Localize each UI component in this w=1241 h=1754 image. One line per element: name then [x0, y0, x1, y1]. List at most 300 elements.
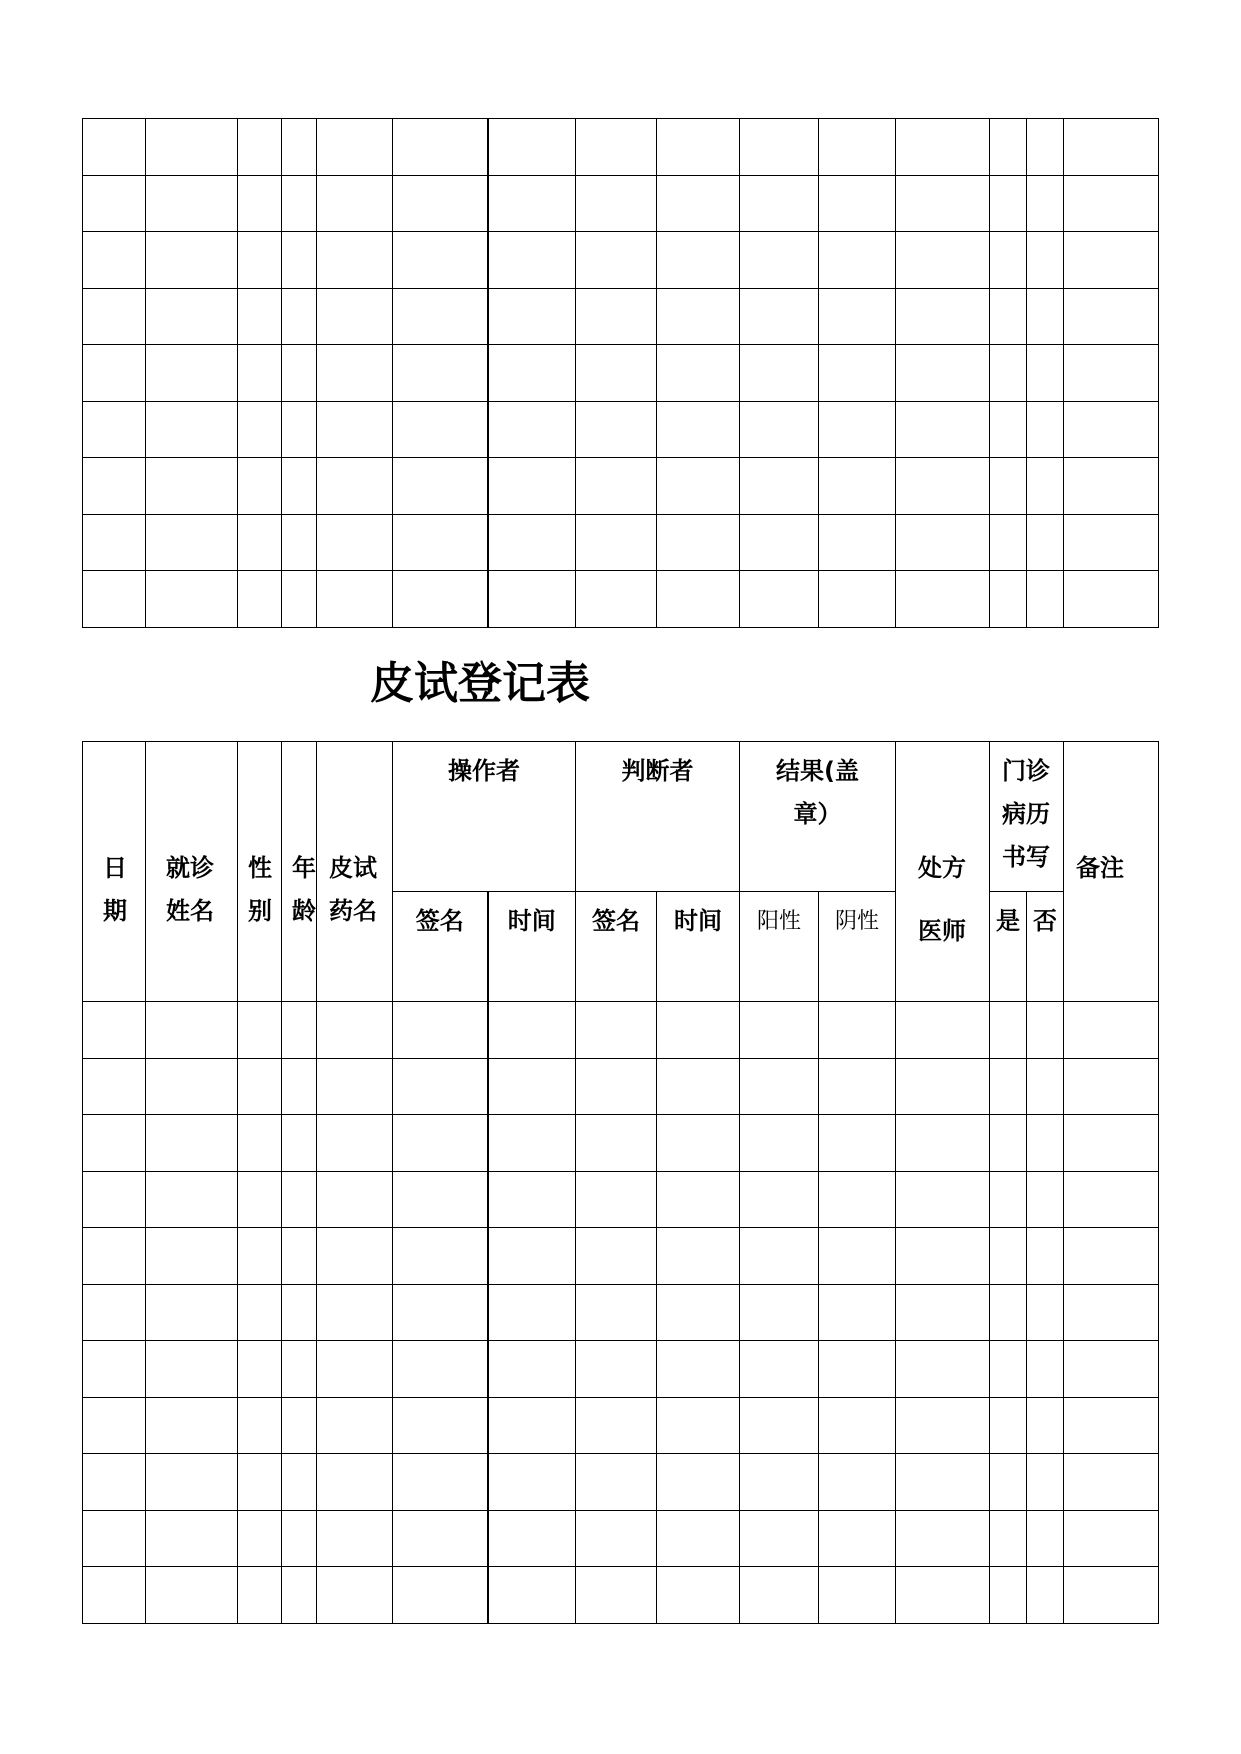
- blank-cell[interactable]: [282, 345, 317, 402]
- blank-cell[interactable]: [83, 1002, 146, 1059]
- blank-cell[interactable]: [1027, 1228, 1064, 1285]
- blank-cell[interactable]: [896, 1510, 990, 1567]
- blank-cell[interactable]: [83, 571, 146, 628]
- blank-cell[interactable]: [83, 1171, 146, 1228]
- blank-cell[interactable]: [393, 1454, 488, 1511]
- blank-cell[interactable]: [1027, 1002, 1064, 1059]
- blank-cell[interactable]: [740, 1002, 819, 1059]
- blank-cell[interactable]: [657, 232, 740, 289]
- blank-cell[interactable]: [282, 1510, 317, 1567]
- blank-cell[interactable]: [740, 1228, 819, 1285]
- blank-cell[interactable]: [819, 458, 896, 515]
- blank-cell[interactable]: [488, 458, 576, 515]
- blank-cell[interactable]: [1064, 345, 1159, 402]
- blank-cell[interactable]: [317, 1284, 393, 1341]
- blank-cell[interactable]: [83, 1115, 146, 1172]
- blank-cell[interactable]: [1027, 1341, 1064, 1398]
- blank-cell[interactable]: [393, 514, 488, 571]
- blank-cell[interactable]: [657, 1454, 740, 1511]
- blank-cell[interactable]: [83, 1284, 146, 1341]
- blank-cell[interactable]: [1027, 1115, 1064, 1172]
- blank-cell[interactable]: [990, 571, 1027, 628]
- blank-cell[interactable]: [819, 514, 896, 571]
- blank-cell[interactable]: [282, 1228, 317, 1285]
- blank-cell[interactable]: [488, 1228, 576, 1285]
- blank-cell[interactable]: [740, 1454, 819, 1511]
- blank-cell[interactable]: [393, 1341, 488, 1398]
- blank-cell[interactable]: [488, 1171, 576, 1228]
- blank-cell[interactable]: [657, 175, 740, 232]
- blank-cell[interactable]: [146, 345, 238, 402]
- blank-cell[interactable]: [238, 232, 282, 289]
- blank-cell[interactable]: [819, 571, 896, 628]
- blank-cell[interactable]: [896, 232, 990, 289]
- blank-cell[interactable]: [83, 1454, 146, 1511]
- blank-cell[interactable]: [990, 1228, 1027, 1285]
- blank-cell[interactable]: [317, 1454, 393, 1511]
- blank-cell[interactable]: [238, 1454, 282, 1511]
- blank-cell[interactable]: [576, 1454, 657, 1511]
- blank-cell[interactable]: [238, 1058, 282, 1115]
- blank-cell[interactable]: [740, 1115, 819, 1172]
- blank-cell[interactable]: [146, 1228, 238, 1285]
- blank-cell[interactable]: [819, 345, 896, 402]
- blank-cell[interactable]: [238, 1228, 282, 1285]
- blank-cell[interactable]: [576, 514, 657, 571]
- blank-cell[interactable]: [282, 1171, 317, 1228]
- blank-cell[interactable]: [819, 1341, 896, 1398]
- blank-cell[interactable]: [282, 119, 317, 176]
- blank-cell[interactable]: [1027, 288, 1064, 345]
- blank-cell[interactable]: [740, 458, 819, 515]
- blank-cell[interactable]: [819, 1058, 896, 1115]
- blank-cell[interactable]: [657, 1397, 740, 1454]
- blank-cell[interactable]: [1027, 175, 1064, 232]
- blank-cell[interactable]: [488, 571, 576, 628]
- blank-cell[interactable]: [576, 458, 657, 515]
- blank-cell[interactable]: [1027, 119, 1064, 176]
- blank-cell[interactable]: [1064, 175, 1159, 232]
- blank-cell[interactable]: [146, 514, 238, 571]
- blank-cell[interactable]: [393, 1171, 488, 1228]
- blank-cell[interactable]: [1027, 1567, 1064, 1624]
- blank-cell[interactable]: [1064, 1341, 1159, 1398]
- blank-cell[interactable]: [990, 1341, 1027, 1398]
- blank-cell[interactable]: [488, 175, 576, 232]
- blank-cell[interactable]: [83, 458, 146, 515]
- blank-cell[interactable]: [1064, 1567, 1159, 1624]
- blank-cell[interactable]: [819, 1567, 896, 1624]
- blank-cell[interactable]: [819, 1002, 896, 1059]
- blank-cell[interactable]: [83, 401, 146, 458]
- blank-cell[interactable]: [990, 1454, 1027, 1511]
- blank-cell[interactable]: [576, 1002, 657, 1059]
- blank-cell[interactable]: [740, 1058, 819, 1115]
- blank-cell[interactable]: [238, 175, 282, 232]
- blank-cell[interactable]: [146, 1058, 238, 1115]
- blank-cell[interactable]: [238, 1115, 282, 1172]
- blank-cell[interactable]: [1027, 232, 1064, 289]
- blank-cell[interactable]: [819, 1115, 896, 1172]
- blank-cell[interactable]: [1064, 1171, 1159, 1228]
- blank-cell[interactable]: [576, 1284, 657, 1341]
- blank-cell[interactable]: [819, 1454, 896, 1511]
- blank-cell[interactable]: [1064, 232, 1159, 289]
- blank-cell[interactable]: [238, 119, 282, 176]
- blank-cell[interactable]: [393, 345, 488, 402]
- blank-cell[interactable]: [317, 1171, 393, 1228]
- blank-cell[interactable]: [990, 1284, 1027, 1341]
- blank-cell[interactable]: [1027, 1171, 1064, 1228]
- blank-cell[interactable]: [1027, 514, 1064, 571]
- blank-cell[interactable]: [317, 1397, 393, 1454]
- blank-cell[interactable]: [1064, 1228, 1159, 1285]
- blank-cell[interactable]: [740, 514, 819, 571]
- blank-cell[interactable]: [146, 571, 238, 628]
- blank-cell[interactable]: [896, 1567, 990, 1624]
- blank-cell[interactable]: [393, 571, 488, 628]
- blank-cell[interactable]: [740, 1510, 819, 1567]
- blank-cell[interactable]: [819, 1284, 896, 1341]
- blank-cell[interactable]: [990, 345, 1027, 402]
- blank-cell[interactable]: [282, 1002, 317, 1059]
- blank-cell[interactable]: [238, 1171, 282, 1228]
- blank-cell[interactable]: [83, 288, 146, 345]
- blank-cell[interactable]: [657, 1058, 740, 1115]
- blank-cell[interactable]: [819, 1510, 896, 1567]
- blank-cell[interactable]: [819, 1171, 896, 1228]
- blank-cell[interactable]: [146, 1567, 238, 1624]
- blank-cell[interactable]: [819, 232, 896, 289]
- blank-cell[interactable]: [83, 1397, 146, 1454]
- blank-cell[interactable]: [576, 1228, 657, 1285]
- blank-cell[interactable]: [488, 514, 576, 571]
- blank-cell[interactable]: [238, 514, 282, 571]
- blank-cell[interactable]: [819, 288, 896, 345]
- blank-cell[interactable]: [576, 1171, 657, 1228]
- blank-cell[interactable]: [83, 1341, 146, 1398]
- blank-cell[interactable]: [740, 232, 819, 289]
- blank-cell[interactable]: [238, 1002, 282, 1059]
- blank-cell[interactable]: [740, 119, 819, 176]
- blank-cell[interactable]: [146, 1341, 238, 1398]
- blank-cell[interactable]: [146, 1002, 238, 1059]
- blank-cell[interactable]: [238, 1284, 282, 1341]
- blank-cell[interactable]: [896, 1115, 990, 1172]
- blank-cell[interactable]: [317, 175, 393, 232]
- blank-cell[interactable]: [146, 175, 238, 232]
- blank-cell[interactable]: [990, 1002, 1027, 1059]
- blank-cell[interactable]: [657, 1171, 740, 1228]
- blank-cell[interactable]: [576, 1115, 657, 1172]
- blank-cell[interactable]: [657, 1284, 740, 1341]
- blank-cell[interactable]: [317, 1510, 393, 1567]
- blank-cell[interactable]: [1064, 119, 1159, 176]
- blank-cell[interactable]: [990, 288, 1027, 345]
- blank-cell[interactable]: [657, 401, 740, 458]
- blank-cell[interactable]: [1027, 571, 1064, 628]
- blank-cell[interactable]: [896, 1454, 990, 1511]
- blank-cell[interactable]: [657, 1510, 740, 1567]
- blank-cell[interactable]: [896, 1397, 990, 1454]
- blank-cell[interactable]: [282, 514, 317, 571]
- blank-cell[interactable]: [282, 232, 317, 289]
- blank-cell[interactable]: [282, 1567, 317, 1624]
- blank-cell[interactable]: [146, 458, 238, 515]
- blank-cell[interactable]: [393, 288, 488, 345]
- blank-cell[interactable]: [657, 288, 740, 345]
- blank-cell[interactable]: [317, 514, 393, 571]
- blank-cell[interactable]: [146, 232, 238, 289]
- blank-cell[interactable]: [393, 232, 488, 289]
- blank-cell[interactable]: [393, 1228, 488, 1285]
- blank-cell[interactable]: [488, 1002, 576, 1059]
- blank-cell[interactable]: [393, 1567, 488, 1624]
- blank-cell[interactable]: [657, 119, 740, 176]
- blank-cell[interactable]: [83, 514, 146, 571]
- blank-cell[interactable]: [488, 1397, 576, 1454]
- blank-cell[interactable]: [83, 1567, 146, 1624]
- blank-cell[interactable]: [488, 1284, 576, 1341]
- blank-cell[interactable]: [990, 458, 1027, 515]
- blank-cell[interactable]: [317, 288, 393, 345]
- blank-cell[interactable]: [576, 571, 657, 628]
- blank-cell[interactable]: [317, 345, 393, 402]
- blank-cell[interactable]: [317, 458, 393, 515]
- blank-cell[interactable]: [896, 1284, 990, 1341]
- blank-cell[interactable]: [1064, 1397, 1159, 1454]
- blank-cell[interactable]: [1064, 288, 1159, 345]
- blank-cell[interactable]: [740, 1567, 819, 1624]
- blank-cell[interactable]: [393, 1397, 488, 1454]
- blank-cell[interactable]: [990, 1397, 1027, 1454]
- blank-cell[interactable]: [488, 1341, 576, 1398]
- blank-cell[interactable]: [657, 1228, 740, 1285]
- blank-cell[interactable]: [990, 1171, 1027, 1228]
- blank-cell[interactable]: [1027, 1058, 1064, 1115]
- blank-cell[interactable]: [393, 458, 488, 515]
- blank-cell[interactable]: [576, 1058, 657, 1115]
- blank-cell[interactable]: [393, 1115, 488, 1172]
- blank-cell[interactable]: [819, 1397, 896, 1454]
- blank-cell[interactable]: [238, 1510, 282, 1567]
- blank-cell[interactable]: [317, 1002, 393, 1059]
- blank-cell[interactable]: [657, 458, 740, 515]
- blank-cell[interactable]: [740, 345, 819, 402]
- blank-cell[interactable]: [1027, 458, 1064, 515]
- blank-cell[interactable]: [238, 1567, 282, 1624]
- blank-cell[interactable]: [896, 288, 990, 345]
- blank-cell[interactable]: [657, 1115, 740, 1172]
- blank-cell[interactable]: [317, 571, 393, 628]
- blank-cell[interactable]: [317, 232, 393, 289]
- blank-cell[interactable]: [146, 119, 238, 176]
- blank-cell[interactable]: [1064, 401, 1159, 458]
- blank-cell[interactable]: [657, 345, 740, 402]
- blank-cell[interactable]: [896, 1002, 990, 1059]
- blank-cell[interactable]: [317, 1567, 393, 1624]
- blank-cell[interactable]: [576, 401, 657, 458]
- blank-cell[interactable]: [282, 401, 317, 458]
- blank-cell[interactable]: [819, 1228, 896, 1285]
- blank-cell[interactable]: [576, 1397, 657, 1454]
- blank-cell[interactable]: [896, 401, 990, 458]
- blank-cell[interactable]: [1027, 401, 1064, 458]
- blank-cell[interactable]: [990, 401, 1027, 458]
- blank-cell[interactable]: [488, 1115, 576, 1172]
- blank-cell[interactable]: [282, 1341, 317, 1398]
- blank-cell[interactable]: [576, 1567, 657, 1624]
- blank-cell[interactable]: [238, 1397, 282, 1454]
- blank-cell[interactable]: [282, 458, 317, 515]
- blank-cell[interactable]: [146, 288, 238, 345]
- blank-cell[interactable]: [896, 1171, 990, 1228]
- blank-cell[interactable]: [1064, 458, 1159, 515]
- blank-cell[interactable]: [990, 1567, 1027, 1624]
- blank-cell[interactable]: [740, 288, 819, 345]
- blank-cell[interactable]: [1027, 1510, 1064, 1567]
- blank-cell[interactable]: [1027, 345, 1064, 402]
- blank-cell[interactable]: [317, 1115, 393, 1172]
- blank-cell[interactable]: [819, 175, 896, 232]
- blank-cell[interactable]: [146, 1510, 238, 1567]
- blank-cell[interactable]: [576, 175, 657, 232]
- blank-cell[interactable]: [83, 1510, 146, 1567]
- blank-cell[interactable]: [990, 1115, 1027, 1172]
- blank-cell[interactable]: [1064, 1115, 1159, 1172]
- blank-cell[interactable]: [657, 1002, 740, 1059]
- blank-cell[interactable]: [83, 119, 146, 176]
- blank-cell[interactable]: [238, 571, 282, 628]
- blank-cell[interactable]: [740, 175, 819, 232]
- blank-cell[interactable]: [740, 1284, 819, 1341]
- blank-cell[interactable]: [488, 232, 576, 289]
- blank-cell[interactable]: [990, 232, 1027, 289]
- blank-cell[interactable]: [488, 401, 576, 458]
- blank-cell[interactable]: [990, 514, 1027, 571]
- blank-cell[interactable]: [990, 1058, 1027, 1115]
- blank-cell[interactable]: [657, 1567, 740, 1624]
- blank-cell[interactable]: [488, 288, 576, 345]
- blank-cell[interactable]: [393, 1002, 488, 1059]
- blank-cell[interactable]: [990, 1510, 1027, 1567]
- blank-cell[interactable]: [1064, 571, 1159, 628]
- blank-cell[interactable]: [488, 1510, 576, 1567]
- blank-cell[interactable]: [238, 288, 282, 345]
- blank-cell[interactable]: [896, 119, 990, 176]
- blank-cell[interactable]: [238, 458, 282, 515]
- blank-cell[interactable]: [896, 458, 990, 515]
- blank-cell[interactable]: [740, 401, 819, 458]
- blank-cell[interactable]: [896, 175, 990, 232]
- blank-cell[interactable]: [83, 1058, 146, 1115]
- blank-cell[interactable]: [146, 1284, 238, 1341]
- blank-cell[interactable]: [282, 175, 317, 232]
- blank-cell[interactable]: [282, 1454, 317, 1511]
- blank-cell[interactable]: [282, 288, 317, 345]
- blank-cell[interactable]: [238, 345, 282, 402]
- blank-cell[interactable]: [896, 571, 990, 628]
- blank-cell[interactable]: [740, 1397, 819, 1454]
- blank-cell[interactable]: [393, 1058, 488, 1115]
- blank-cell[interactable]: [317, 1228, 393, 1285]
- blank-cell[interactable]: [317, 401, 393, 458]
- blank-cell[interactable]: [576, 1341, 657, 1398]
- blank-cell[interactable]: [282, 1058, 317, 1115]
- blank-cell[interactable]: [1027, 1454, 1064, 1511]
- blank-cell[interactable]: [393, 1284, 488, 1341]
- blank-cell[interactable]: [146, 1397, 238, 1454]
- blank-cell[interactable]: [657, 1341, 740, 1398]
- blank-cell[interactable]: [576, 345, 657, 402]
- blank-cell[interactable]: [393, 175, 488, 232]
- blank-cell[interactable]: [896, 1341, 990, 1398]
- blank-cell[interactable]: [896, 345, 990, 402]
- blank-cell[interactable]: [146, 1171, 238, 1228]
- blank-cell[interactable]: [317, 119, 393, 176]
- blank-cell[interactable]: [317, 1058, 393, 1115]
- blank-cell[interactable]: [146, 401, 238, 458]
- blank-cell[interactable]: [896, 1228, 990, 1285]
- blank-cell[interactable]: [488, 1567, 576, 1624]
- blank-cell[interactable]: [819, 119, 896, 176]
- blank-cell[interactable]: [488, 119, 576, 176]
- blank-cell[interactable]: [488, 1058, 576, 1115]
- blank-cell[interactable]: [819, 401, 896, 458]
- blank-cell[interactable]: [238, 401, 282, 458]
- blank-cell[interactable]: [83, 175, 146, 232]
- blank-cell[interactable]: [83, 232, 146, 289]
- blank-cell[interactable]: [488, 1454, 576, 1511]
- blank-cell[interactable]: [896, 514, 990, 571]
- blank-cell[interactable]: [317, 1341, 393, 1398]
- blank-cell[interactable]: [146, 1115, 238, 1172]
- blank-cell[interactable]: [990, 175, 1027, 232]
- blank-cell[interactable]: [238, 1341, 282, 1398]
- blank-cell[interactable]: [657, 514, 740, 571]
- blank-cell[interactable]: [83, 1228, 146, 1285]
- blank-cell[interactable]: [488, 345, 576, 402]
- blank-cell[interactable]: [1027, 1397, 1064, 1454]
- blank-cell[interactable]: [282, 1397, 317, 1454]
- blank-cell[interactable]: [393, 119, 488, 176]
- blank-cell[interactable]: [1064, 1510, 1159, 1567]
- blank-cell[interactable]: [1027, 1284, 1064, 1341]
- blank-cell[interactable]: [1064, 1454, 1159, 1511]
- blank-cell[interactable]: [657, 571, 740, 628]
- blank-cell[interactable]: [990, 119, 1027, 176]
- blank-cell[interactable]: [576, 232, 657, 289]
- blank-cell[interactable]: [146, 1454, 238, 1511]
- blank-cell[interactable]: [576, 1510, 657, 1567]
- blank-cell[interactable]: [740, 571, 819, 628]
- blank-cell[interactable]: [1064, 1058, 1159, 1115]
- blank-cell[interactable]: [282, 1115, 317, 1172]
- blank-cell[interactable]: [393, 1510, 488, 1567]
- blank-cell[interactable]: [1064, 1284, 1159, 1341]
- blank-cell[interactable]: [740, 1341, 819, 1398]
- blank-cell[interactable]: [740, 1171, 819, 1228]
- blank-cell[interactable]: [576, 288, 657, 345]
- blank-cell[interactable]: [393, 401, 488, 458]
- blank-cell[interactable]: [576, 119, 657, 176]
- blank-cell[interactable]: [1064, 514, 1159, 571]
- blank-cell[interactable]: [83, 345, 146, 402]
- blank-cell[interactable]: [282, 571, 317, 628]
- blank-cell[interactable]: [282, 1284, 317, 1341]
- blank-cell[interactable]: [896, 1058, 990, 1115]
- blank-cell[interactable]: [1064, 1002, 1159, 1059]
